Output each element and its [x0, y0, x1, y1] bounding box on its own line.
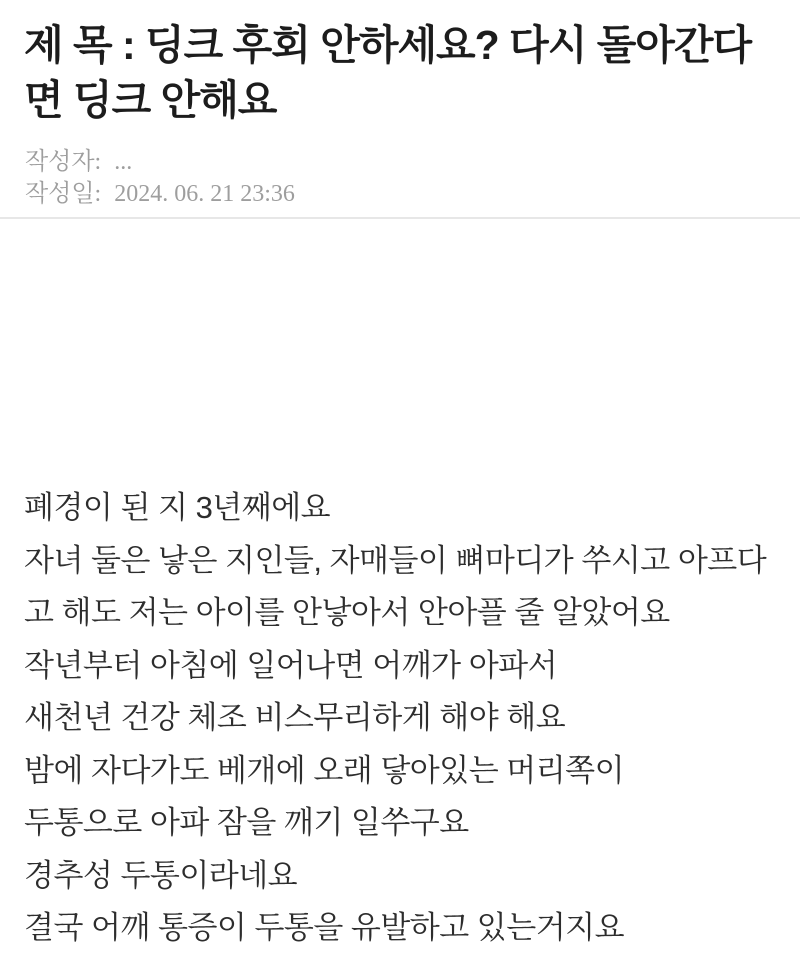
body-line: 작년부터 아침에 일어나면 어깨가 아파서 [24, 647, 558, 683]
body-line: 결국 어깨 통증이 두통을 유발하고 있는거지요 [24, 910, 625, 945]
post-meta [25, 146, 295, 210]
body-line: 두통으로 아파 잠을 깨기 일쑤구요 [24, 805, 469, 840]
author-value: ... [114, 149, 133, 175]
date-value: 2024. 06. 21 23:36 [114, 181, 295, 207]
body-line: 폐경이 된 지 3년째에요 [24, 490, 331, 525]
date-label: 작성일: [25, 181, 102, 207]
body-line: 고 해도 저는 아이를 안낳아서 안아플 줄 알았어요 [24, 595, 670, 630]
body-line: 경추성 두통이라네요 [24, 857, 298, 893]
header-divider [0, 217, 800, 219]
author-label: 작성자: [25, 149, 102, 175]
post-title [24, 18, 782, 128]
post-body [24, 482, 794, 955]
author-row [25, 146, 295, 178]
body-line: 자녀 둘은 낳은 지인들, 자매들이 뼈마디가 쑤시고 아프다 [24, 542, 767, 578]
post-title-line-1: 제 목 : 딩크 후회 안하세요? 다시 돌아간다 [24, 22, 752, 68]
body-line: 밤에 자다가도 베개에 오래 닿아있는 머리쪽이 [24, 752, 625, 788]
date-row [25, 178, 295, 210]
post-title-line-2: 면 딩크 안해요 [24, 77, 277, 123]
body-line: 새천년 건강 체조 비스무리하게 해야 해요 [24, 700, 566, 735]
